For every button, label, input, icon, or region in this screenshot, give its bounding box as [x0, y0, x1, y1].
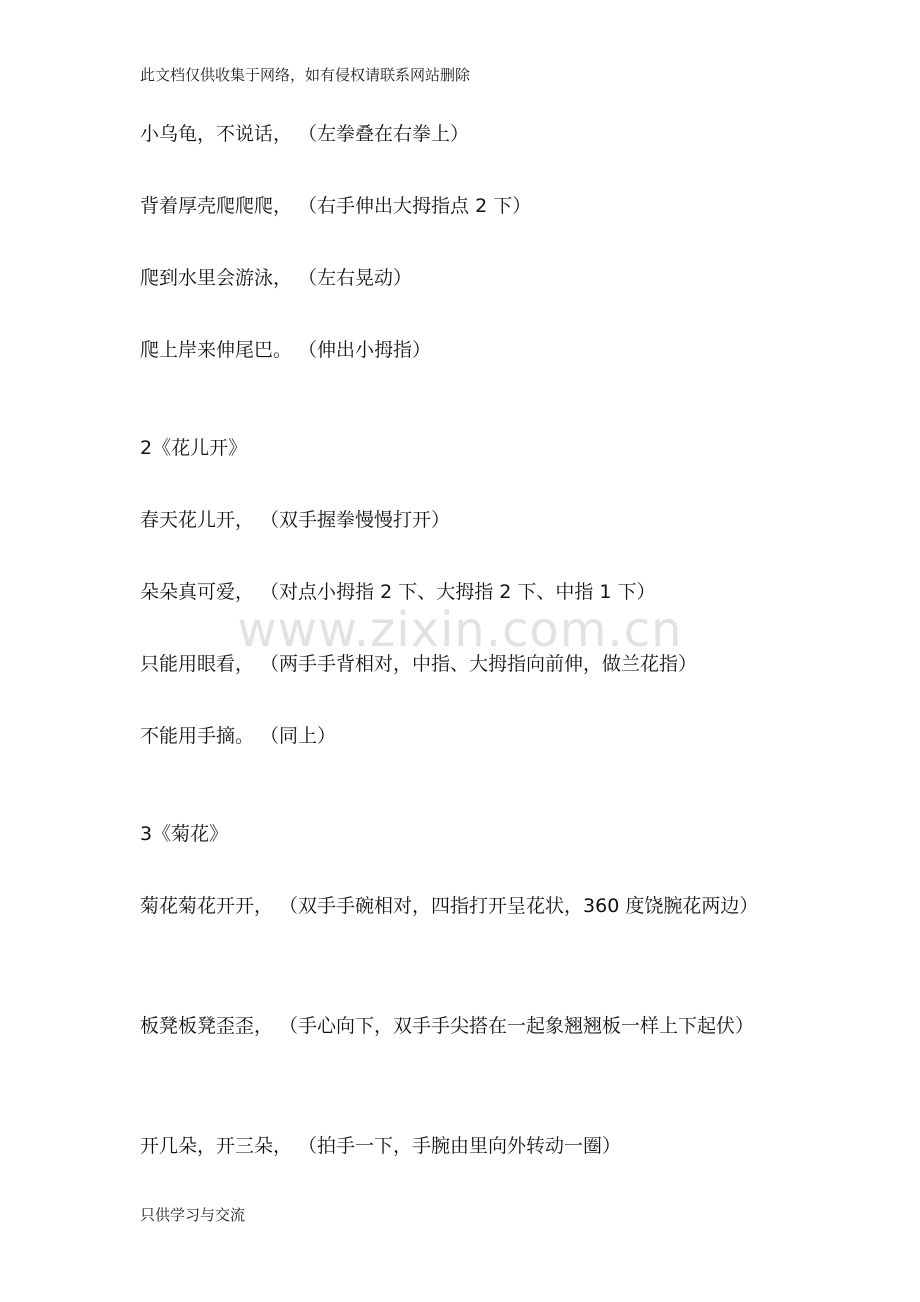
footer-note: 只供学习与交流 — [140, 1206, 246, 1224]
section-title-flowers-bloom: 2《花儿开》 — [140, 437, 248, 459]
rhyme-line-chrysanthemum-1: 菊花菊花开开， （双手手碗相对，四指打开呈花状，360 度饶腕花两边） — [140, 895, 759, 917]
rhyme-line-flowers-3: 只能用眼看， （两手手背相对，中指、大拇指向前伸，做兰花指） — [140, 653, 698, 675]
rhyme-line-turtle-2: 背着厚壳爬爬爬， （右手伸出大拇指点 2 下） — [140, 195, 532, 217]
section-title-chrysanthemum: 3《菊花》 — [140, 823, 229, 845]
rhyme-line-turtle-1: 小乌龟，不说话， （左拳叠在右拳上） — [140, 123, 470, 145]
rhyme-line-chrysanthemum-2: 板凳板凳歪歪， （手心向下，双手手尖搭在一起象翘翘板一样上下起伏） — [140, 1015, 755, 1037]
rhyme-line-chrysanthemum-3: 开几朵，开三朵， （拍手一下，手腕由里向外转动一圈） — [140, 1135, 622, 1157]
rhyme-line-turtle-4: 爬上岸来伸尾巴。 （伸出小拇指） — [140, 339, 432, 361]
rhyme-line-flowers-1: 春天花儿开， （双手握拳慢慢打开） — [140, 509, 451, 531]
rhyme-line-turtle-3: 爬到水里会游泳， （左右晃动） — [140, 267, 413, 289]
watermark: www.zixin.com.cn — [237, 602, 683, 658]
rhyme-line-flowers-2: 朵朵真可爱， （对点小拇指 2 下、大拇指 2 下、中指 1 下） — [140, 581, 656, 603]
rhyme-line-flowers-4: 不能用手摘。 （同上） — [140, 725, 337, 747]
header-note: 此文档仅供收集于网络，如有侵权请联系网站删除 — [140, 66, 471, 84]
